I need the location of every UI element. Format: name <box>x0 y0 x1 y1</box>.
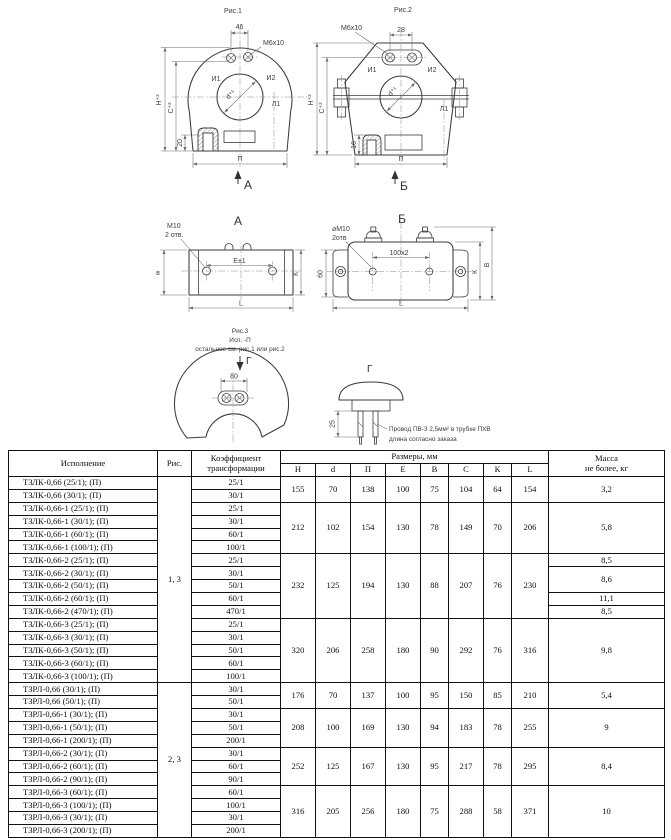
mass-cell: 8,6 <box>549 567 665 593</box>
viewA-terminal-right <box>243 244 251 251</box>
ratio-cell: 30/1 <box>192 515 281 528</box>
dim-cell: 95 <box>421 683 449 709</box>
ratio-cell: 60/1 <box>192 593 281 606</box>
mass-cell: 8,5 <box>549 605 665 618</box>
execution-cell: ТЗРЛ-0,66-3 (200/1); (П) <box>9 825 158 838</box>
dim-cell: 85 <box>484 683 512 709</box>
dim-cell: 75 <box>421 477 449 503</box>
mass-cell: 8,5 <box>549 554 665 567</box>
dim-cell: 256 <box>351 786 386 838</box>
dim-cell: 208 <box>281 709 316 748</box>
ratio-cell: 30/1 <box>192 747 281 760</box>
table-row <box>9 477 665 490</box>
viewG-wires <box>358 411 378 444</box>
execution-cell: ТЗРЛ-0,66-3 (100/1); (П) <box>9 799 158 812</box>
table-row <box>9 747 665 760</box>
header-mass-line2: не более, кг <box>584 462 629 473</box>
ratio-cell: 50/1 <box>192 696 281 709</box>
fig1-view-letter: А <box>244 178 253 192</box>
viewA-dim-e: Е±1 <box>233 258 246 265</box>
dim-cell: 70 <box>484 502 512 554</box>
dim-cell: 155 <box>281 477 316 503</box>
dim-cell: 316 <box>512 618 549 682</box>
dim-cell: 78 <box>484 747 512 786</box>
execution-cell: ТЗЛК-0,66-2 (25/1); (П) <box>9 554 158 567</box>
fig2-dim-28: 28 <box>397 27 405 34</box>
fig1-nameplate <box>224 131 255 143</box>
dim-cell: 138 <box>351 477 386 503</box>
figure-2 <box>307 7 469 193</box>
mass-cell: 10 <box>549 786 665 838</box>
header-fig: Рис. <box>158 451 192 477</box>
dim-cell: 169 <box>351 709 386 748</box>
header-mass-line1: Масса <box>594 453 618 464</box>
table-row <box>9 683 665 696</box>
fig1-dim-46: 46 <box>235 24 244 31</box>
header-dim-d: d <box>316 464 351 477</box>
fig1-thread-label: М6х10 <box>263 40 285 47</box>
dim-cell: 205 <box>316 786 351 838</box>
ratio-cell: 50/1 <box>192 721 281 734</box>
dim-cell: 154 <box>512 477 549 503</box>
execution-cell: ТЗРЛ-0,66 (50/1); (П) <box>9 696 158 709</box>
viewB-dim-l: L <box>399 300 403 308</box>
view-g <box>330 364 491 444</box>
fig1-dim-p: П <box>237 156 243 163</box>
dim-cell: 58 <box>484 786 512 838</box>
dim-cell: 194 <box>351 554 386 618</box>
execution-cell: ТЗЛК-0,66-2 (30/1); (П) <box>9 567 158 580</box>
dim-cell: 320 <box>281 618 316 682</box>
viewG-dome <box>339 382 403 400</box>
dim-cell: 100 <box>316 709 351 748</box>
header-execution: Исполнение <box>9 451 158 477</box>
header-dim-v: В <box>421 464 449 477</box>
execution-cell: ТЗЛК-0,66 (30/1); (П) <box>9 489 158 502</box>
figure-1 <box>155 8 308 192</box>
fig1-screw-holes <box>227 53 253 63</box>
fig1-terminal-i1: И1 <box>211 76 221 83</box>
dim-cell: 217 <box>449 747 484 786</box>
dim-cell: 94 <box>421 709 449 748</box>
viewB-dim-60: 60 <box>317 270 325 278</box>
execution-cell: ТЗЛК-0,66-2 (60/1); (П) <box>9 593 158 606</box>
viewB-dim-v: В <box>484 262 491 268</box>
dim-cell: 212 <box>281 502 316 554</box>
ratio-cell: 30/1 <box>192 631 281 644</box>
ratio-cell: 30/1 <box>192 567 281 580</box>
viewG-dim-25: 25 <box>329 420 337 428</box>
viewA-thread-label: М10 <box>167 223 181 230</box>
header-dim-c: С <box>449 464 484 477</box>
execution-cell: ТЗРЛ-0,66-2 (90/1); (П) <box>9 773 158 786</box>
ratio-cell: 30/1 <box>192 709 281 722</box>
dim-cell: 371 <box>512 786 549 838</box>
ratio-cell: 200/1 <box>192 734 281 747</box>
execution-cell: ТЗРЛ-0,66-1 (50/1); (П) <box>9 721 158 734</box>
dim-cell: 78 <box>484 709 512 748</box>
ratio-cell: 30/1 <box>192 812 281 825</box>
fig2-nameplate <box>385 135 422 150</box>
dim-cell: 70 <box>316 683 351 709</box>
dim-cell: 100 <box>386 477 421 503</box>
ratio-cell: 60/1 <box>192 760 281 773</box>
dim-cell: 154 <box>351 502 386 554</box>
dim-cell: 232 <box>281 554 316 618</box>
dim-cell: 150 <box>449 683 484 709</box>
header-dim-h: Н <box>281 464 316 477</box>
fig1-dim-c: С⁺² <box>168 102 175 114</box>
mass-cell: 3,2 <box>549 477 665 503</box>
viewA-holes-label: 2 отв. <box>165 232 184 239</box>
execution-cell: ТЗРЛ-0,66 (30/1); (П) <box>9 683 158 696</box>
dim-cell: 180 <box>386 786 421 838</box>
header-ratio: Коэффициент трансформации <box>192 451 281 477</box>
ratio-cell: 100/1 <box>192 541 281 554</box>
header-mass <box>549 451 665 477</box>
fig3-view-letter: Г <box>246 356 252 367</box>
execution-cell: ТЗЛК-0,66-1 (30/1); (П) <box>9 515 158 528</box>
dim-cell: 76 <box>484 618 512 682</box>
mass-cell: 8,4 <box>549 747 665 786</box>
execution-cell: ТЗЛК-0,66-1 (100/1); (П) <box>9 541 158 554</box>
mass-cell: 5,8 <box>549 502 665 554</box>
execution-cell: ТЗЛК-0,66-3 (60/1); (П) <box>9 657 158 670</box>
ratio-cell: 470/1 <box>192 605 281 618</box>
dim-cell: 130 <box>386 502 421 554</box>
execution-cell: ТЗРЛ-0,66-1 (200/1); (П) <box>9 734 158 747</box>
dim-cell: 207 <box>449 554 484 618</box>
ratio-cell: 25/1 <box>192 477 281 490</box>
header-dim-k: К <box>484 464 512 477</box>
fig3-body-outline <box>174 349 288 438</box>
dim-cell: 78 <box>421 502 449 554</box>
viewB-dim-k: К <box>472 269 479 275</box>
table-row <box>9 709 665 722</box>
dim-cell: 230 <box>512 554 549 618</box>
figure-3 <box>174 328 288 444</box>
ratio-cell: 25/1 <box>192 618 281 631</box>
viewA-dim-k: К <box>293 271 300 277</box>
dim-cell: 183 <box>449 709 484 748</box>
execution-cell: ТЗЛК-0,66-3 (100/1); (П) <box>9 670 158 683</box>
dim-cell: 210 <box>512 683 549 709</box>
ratio-cell: 100/1 <box>192 670 281 683</box>
fig1-terminal-i2: И2 <box>266 75 276 82</box>
fig2-dim-d: d⁺¹ <box>387 86 400 99</box>
execution-cell: ТЗЛК-0,66 (25/1); (П) <box>9 477 158 490</box>
ratio-cell: 50/1 <box>192 644 281 657</box>
header-row-1 <box>9 451 665 464</box>
fig-cell: 1, 3 <box>158 477 192 683</box>
dim-cell: 130 <box>386 554 421 618</box>
dim-cell: 316 <box>281 786 316 838</box>
fig2-thread-label: М6х10 <box>341 25 363 32</box>
viewG-base <box>352 400 390 411</box>
fig1-caption: Рис.1 <box>224 8 242 15</box>
table-row <box>9 502 665 515</box>
dim-cell: 125 <box>316 747 351 786</box>
fig2-dim-c: С⁺² <box>319 102 326 114</box>
viewA-terminal-left <box>225 244 233 251</box>
dim-cell: 75 <box>421 786 449 838</box>
ratio-cell: 60/1 <box>192 786 281 799</box>
view-a <box>156 214 305 312</box>
header-dim-p: П <box>351 464 386 477</box>
dim-cell: 295 <box>512 747 549 786</box>
dim-cell: 100 <box>386 683 421 709</box>
dim-cell: 176 <box>281 683 316 709</box>
dim-cell: 104 <box>449 477 484 503</box>
dim-cell: 70 <box>316 477 351 503</box>
header-dims-group: Размеры, мм <box>281 451 549 464</box>
execution-cell: ТЗРЛ-0,66-1 (30/1); (П) <box>9 709 158 722</box>
execution-cell: ТЗЛК-0,66-3 (50/1); (П) <box>9 644 158 657</box>
fig2-terminal-i1: И1 <box>367 67 377 74</box>
mass-cell: 9 <box>549 709 665 748</box>
dim-cell: 125 <box>316 554 351 618</box>
fig2-dim-h: Н⁺² <box>308 94 315 106</box>
fig3-caption: Рис.3 <box>231 328 249 335</box>
viewA-dim-v: в <box>156 270 160 277</box>
fig3-subcaption-1: Исп. -П <box>229 337 251 344</box>
dim-cell: 149 <box>449 502 484 554</box>
viewB-holes-label: 2отв <box>332 235 347 242</box>
ratio-cell: 50/1 <box>192 580 281 593</box>
ratio-cell: 25/1 <box>192 502 281 515</box>
ratio-cell: 90/1 <box>192 773 281 786</box>
viewB-title: Б <box>398 212 406 226</box>
fig2-view-letter: Б <box>400 179 408 193</box>
fig2-dim-16: 16 <box>351 141 358 149</box>
fig3-dim-80: 80 <box>230 373 238 381</box>
fig1-dim-h: Н⁺² <box>156 94 163 106</box>
dim-cell: 90 <box>421 618 449 682</box>
execution-cell: ТЗЛК-0,66-3 (25/1); (П) <box>9 618 158 631</box>
dim-cell: 252 <box>281 747 316 786</box>
fig2-terminal-inner <box>367 140 376 155</box>
viewG-wire-note-2: длина согласно заказа <box>389 436 457 443</box>
dim-cell: 255 <box>512 709 549 748</box>
fig2-caption: Рис.2 <box>394 7 412 14</box>
ratio-cell: 60/1 <box>192 528 281 541</box>
dim-cell: 88 <box>421 554 449 618</box>
dim-cell: 130 <box>386 747 421 786</box>
viewB-terminal-right <box>417 227 434 242</box>
dim-cell: 206 <box>316 618 351 682</box>
execution-cell: ТЗЛК-0,66-2 (50/1); (П) <box>9 580 158 593</box>
fig1-terminal-inner <box>203 133 213 151</box>
execution-cell: ТЗЛК-0,66-1 (25/1); (П) <box>9 502 158 515</box>
dimension-table <box>8 450 665 838</box>
execution-cell: ТЗРЛ-0,66-2 (30/1); (П) <box>9 747 158 760</box>
ratio-cell: 30/1 <box>192 683 281 696</box>
ratio-cell: 25/1 <box>192 554 281 567</box>
ratio-cell: 60/1 <box>192 657 281 670</box>
fig1-dim-d: d⁺¹ <box>225 89 238 102</box>
dim-cell: 76 <box>484 554 512 618</box>
view-b <box>318 212 497 312</box>
mass-cell: 9,8 <box>549 618 665 682</box>
viewG-title: Г <box>367 364 373 375</box>
fig2-terminal-i2: И2 <box>427 67 437 74</box>
fig1-dim-20: 20 <box>177 139 184 147</box>
dim-cell: 130 <box>386 709 421 748</box>
dim-cell: 102 <box>316 502 351 554</box>
dimension-table-wrap <box>8 450 665 838</box>
viewB-thread-label: ⌀М10 <box>332 226 350 233</box>
header-dim-l: L <box>512 464 549 477</box>
viewA-title: А <box>233 214 243 228</box>
viewA-dim-l: L <box>239 300 243 308</box>
header-dim-e: Е <box>386 464 421 477</box>
dim-cell: 288 <box>449 786 484 838</box>
execution-cell: ТЗРЛ-0,66-3 (30/1); (П) <box>9 812 158 825</box>
ratio-cell: 200/1 <box>192 825 281 838</box>
dim-cell: 64 <box>484 477 512 503</box>
table-row <box>9 786 665 799</box>
dim-cell: 95 <box>421 747 449 786</box>
dim-cell: 206 <box>512 502 549 554</box>
execution-cell: ТЗЛК-0,66-1 (60/1); (П) <box>9 528 158 541</box>
dim-cell: 180 <box>386 618 421 682</box>
execution-cell: ТЗРЛ-0,66-2 (60/1); (П) <box>9 760 158 773</box>
fig2-dim-p: П <box>398 156 404 163</box>
dim-cell: 292 <box>449 618 484 682</box>
execution-cell: ТЗРЛ-0,66-3 (60/1); (П) <box>9 786 158 799</box>
table-row <box>9 554 665 567</box>
execution-cell: ТЗЛК-0,66-3 (30/1); (П) <box>9 631 158 644</box>
viewB-dim-100: 100х2 <box>389 250 409 257</box>
dim-cell: 137 <box>351 683 386 709</box>
mass-cell: 5,4 <box>549 683 665 709</box>
fig2-terminal-l1: Л1 <box>439 106 449 113</box>
ratio-cell: 100/1 <box>192 799 281 812</box>
dim-cell: 258 <box>351 618 386 682</box>
mass-cell: 11,1 <box>549 593 665 606</box>
fig1-terminal-l1: Л1 <box>271 101 281 108</box>
viewB-terminal-left <box>365 227 382 242</box>
dim-cell: 167 <box>351 747 386 786</box>
ratio-cell: 30/1 <box>192 489 281 502</box>
fig-cell: 2, 3 <box>158 683 192 838</box>
execution-cell: ТЗЛК-0,66-2 (470/1); (П) <box>9 605 158 618</box>
table-row <box>9 618 665 631</box>
viewG-wire-note-1: Провод ПВ-3 2,5мм² в трубке ПХВ <box>389 426 491 433</box>
fig3-subcaption-2: остальное см. рис.1 или рис.2 <box>195 346 285 353</box>
